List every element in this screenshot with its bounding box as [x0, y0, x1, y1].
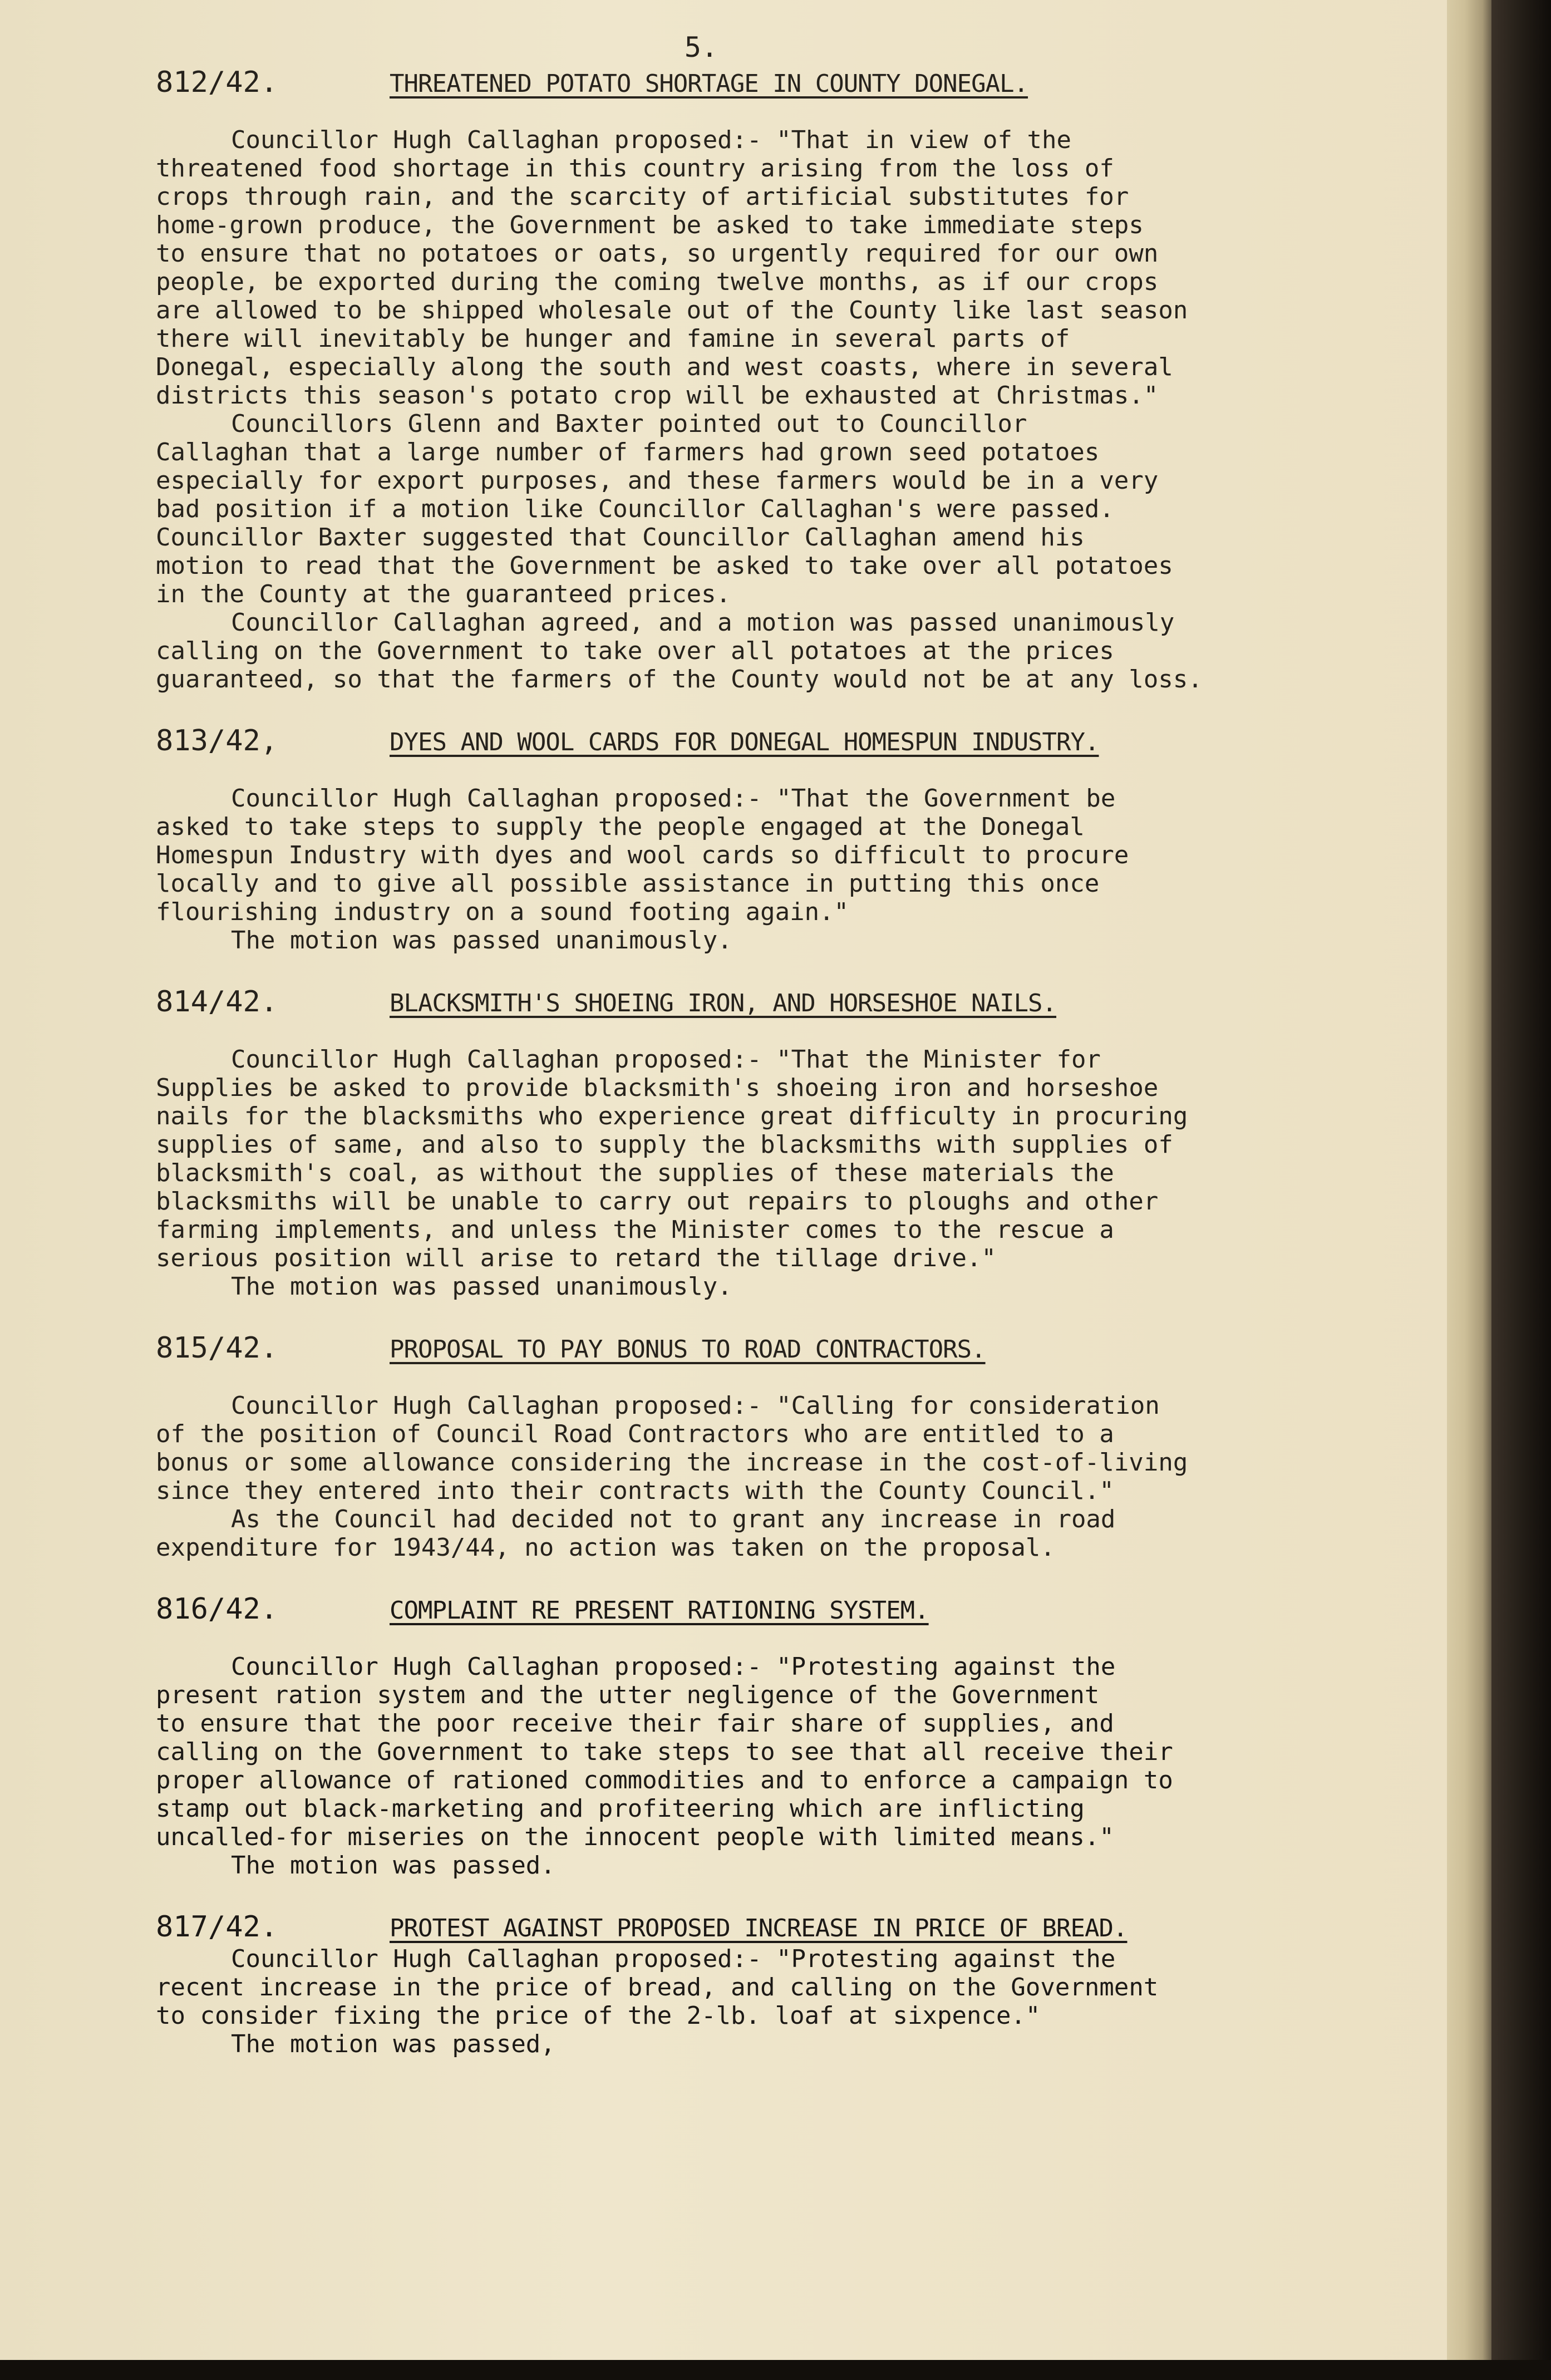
minute-entry-813 — [156, 724, 1414, 955]
minute-paragraph: Councillors Glenn and Baxter pointed out to Councillor Callaghan that a large number of farmers had grown seed potatoes especially for export purposes, and these farmers would be in a very bad position if a motion like Councillor Callaghan's were passed. Councillor Baxter suggested that Councillor Callaghan amend his motion to read that the Government be asked to take over all potatoes in the County at the guaranteed prices. — [156, 410, 1173, 608]
minute-entry-816 — [156, 1592, 1414, 1880]
minute-heading — [156, 68, 1414, 98]
minute-entry-817 — [156, 1910, 1414, 2058]
minute-paragraph: Councillor Hugh Callaghan proposed:- "Calling for consideration of the position of Council Road Contractors who are entitled to a bonus or some allowance considering the increase in the cost-of-living since they entered into their contracts with the County Council." — [156, 1391, 1188, 1505]
minute-resolution: The motion was passed. — [231, 1851, 555, 1880]
minute-heading — [156, 985, 1414, 1019]
minute-paragraph: Councillor Hugh Callaghan proposed:- "That the Minister for Supplies be asked to provide blacksmith's shoeing iron and horseshoe nails for the blacksmiths who experience great difficulty in procuring supplies of same, and also to supply the blacksmiths with supplies of blacksmith's coal, as without the supplies of these materials the blacksmiths will be unable to carry out repairs to ploughs and other farming implements, and unless the Minister comes to the rescue a serious position will arise to retard the tillage drive." — [156, 1045, 1188, 1272]
minute-resolution: The motion was passed, — [231, 2030, 555, 2058]
page-number: 5. — [684, 31, 718, 63]
minute-entry-814 — [156, 985, 1414, 1301]
minute-title: PROPOSAL TO PAY BONUS TO ROAD CONTRACTORS. — [390, 1335, 986, 1364]
minute-paragraph: Councillor Callaghan agreed, and a motion was passed unanimously calling on the Government to take over all potatoes at the prices guaranteed, so that the farmers of the County would not be at any loss. — [156, 608, 1203, 694]
minutes-content — [156, 33, 1414, 2092]
minute-title: PROTEST AGAINST PROPOSED INCREASE IN PRICE OF BREAD. — [390, 1914, 1127, 1943]
minute-heading — [156, 1910, 1414, 1944]
minute-title: COMPLAINT RE PRESENT RATIONING SYSTEM. — [390, 1596, 929, 1625]
minute-title: BLACKSMITH'S SHOEING IRON, AND HORSESHOE NAILS. — [390, 989, 1057, 1017]
minute-paragraph: Councillor Hugh Callaghan proposed:- "Protesting against the present ration system and the utter negligence of the Government to ensure that the poor receive their fair share of supplies, and calling on the Government to take steps to see that all receive their proper allowance of rationed commodities and to enforce a campaign to stamp out black-marketing and profiteering which are inflicting uncalled-for miseries on the innocent people with limited means." — [156, 1653, 1173, 1851]
minute-number: 812/42. — [156, 66, 278, 99]
minute-resolution: As the Council had decided not to grant any increase in road expenditure for 1943/44, no action was taken on the proposal. — [156, 1505, 1116, 1562]
minute-title: DYES AND WOOL CARDS FOR DONEGAL HOMESPUN INDUSTRY. — [390, 728, 1099, 756]
page-binding — [1447, 0, 1491, 2360]
minute-heading — [156, 1331, 1414, 1365]
minute-number: 816/42. — [156, 1592, 278, 1626]
minute-entry-812 — [156, 68, 1414, 694]
scan-border — [0, 2360, 1551, 2380]
minute-paragraph: Councillor Hugh Callaghan proposed:- "Protesting against the recent increase in the price of bread, and calling on the Government to consider fixing the price of the 2-lb. loaf at sixpence." — [156, 1945, 1159, 2030]
minute-entry-815 — [156, 1331, 1414, 1562]
minute-number: 813/42, — [156, 724, 278, 758]
book-edge — [1491, 0, 1551, 2380]
minute-title: THREATENED POTATO SHORTAGE IN COUNTY DONEGAL. — [390, 70, 1028, 98]
minute-heading — [156, 1592, 1414, 1626]
minute-number: 814/42. — [156, 985, 278, 1019]
minute-heading — [156, 724, 1414, 758]
minute-number: 817/42. — [156, 1910, 278, 1944]
minute-number: 815/42. — [156, 1331, 278, 1365]
minute-resolution: The motion was passed unanimously. — [231, 1272, 732, 1301]
minute-resolution: The motion was passed unanimously. — [231, 926, 732, 955]
minute-paragraph: Councillor Hugh Callaghan proposed:- "That the Government be asked to take steps to supply the people engaged at the Donegal Homespun Industry with dyes and wool cards so difficult to procure locally and to give all possible assistance in putting this once flourishing industry on a sound footing again." — [156, 784, 1129, 926]
minute-paragraph: Councillor Hugh Callaghan proposed:- "That in view of the threatened food shortage in this country arising from the loss of crops through rain, and the scarcity of artificial substitutes for home-grown produce, the Government be asked to take immediate steps to ensure that no potatoes or oats, so urgently required for our own people, be exported during the coming twelve months, as if our crops are allowed to be shipped wholesale out of the County like last season there will inevitably be hunger and famine in several parts of Donegal, especially along the south and west coasts, where in several districts this season's potato crop will be exhausted at Christmas." — [156, 126, 1188, 410]
